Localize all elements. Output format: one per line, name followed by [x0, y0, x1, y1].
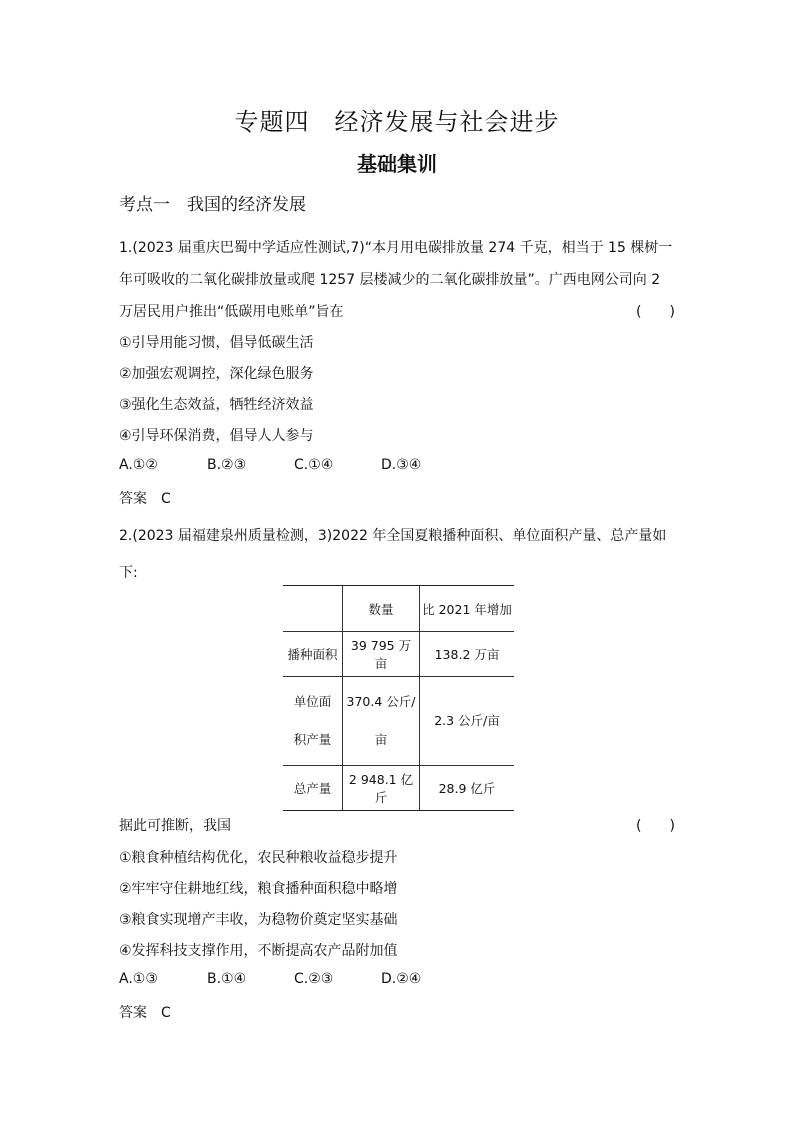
- q2-answer-blank: ( ): [636, 818, 675, 834]
- q1-option-c: C.①④: [294, 457, 334, 473]
- table-row-label: [283, 677, 343, 766]
- q2-item-3: ③粮食实现增产丰收，为稳物价奠定坚实基础: [119, 912, 398, 928]
- q2-stem-line1: 2.(2023 届福建泉州质量检测，3)2022 年全国夏粮播种面积、单位面积产量、总产量如: [119, 528, 667, 544]
- q1-stem-line3: 万居民用户推出“低碳用电账单”旨在: [119, 304, 344, 320]
- q1-item-3: ③强化生态效益，牺牲经济效益: [119, 397, 314, 413]
- page-subtitle: 基础集训: [357, 152, 437, 176]
- table-row: [283, 766, 514, 811]
- table-header-row: [283, 586, 514, 632]
- table-cell: 138.2 万亩: [420, 632, 515, 677]
- table-cell: 39 795 万亩: [343, 632, 420, 677]
- q1-option-a: A.①②: [119, 457, 158, 473]
- table-cell: 370.4 公斤/亩: [343, 677, 420, 766]
- q2-option-a: A.①③: [119, 971, 158, 987]
- table-row-label: 总产量: [283, 766, 343, 811]
- q2-option-d: D.②④: [381, 971, 422, 987]
- q2-item-4: ④发挥科技支撑作用，不断提高农产品附加值: [119, 943, 398, 959]
- page-title: 专题四 经济发展与社会进步: [234, 108, 560, 136]
- q1-option-d: D.③④: [381, 457, 422, 473]
- q1-item-4: ④引导环保消费，倡导人人参与: [119, 428, 314, 444]
- table-header-cell: 比 2021 年增加: [420, 586, 515, 632]
- section-heading: 考点一 我国的经济发展: [119, 195, 306, 215]
- table-row: [283, 677, 514, 766]
- q1-stem-line1: 1.(2023 届重庆巴蜀中学适应性测试,7)“本月用电碳排放量 274 千克，相当于 15 棵树一: [119, 240, 673, 256]
- q2-option-b: B.①④: [207, 971, 247, 987]
- q2-item-2: ②牢牢守住耕地红线，粮食播种面积稳中略增: [119, 881, 398, 897]
- q2-question: 据此可推断，我国: [119, 818, 231, 834]
- q1-item-2: ②加强宏观调控，深化绿色服务: [119, 366, 314, 382]
- table-row: [283, 632, 514, 677]
- table-cell: 28.9 亿斤: [420, 766, 515, 811]
- q1-item-1: ①引导用能习惯，倡导低碳生活: [119, 335, 314, 351]
- q2-answer: 答案 C: [119, 1005, 171, 1021]
- grain-data-table: [283, 585, 514, 811]
- table-header-cell: [283, 586, 343, 632]
- q2-item-1: ①粮食种植结构优化，农民种粮收益稳步提升: [119, 850, 398, 866]
- table-cell: 2 948.1 亿斤: [343, 766, 420, 811]
- table-row-label-line2: 积产量: [293, 732, 332, 747]
- q1-stem-line2: 年可吸收的二氧化碳排放量或爬 1257 层楼减少的二氧化碳排放量”。广西电网公司向 2: [119, 272, 661, 288]
- q1-option-b: B.②③: [207, 457, 247, 473]
- q1-answer-blank: ( ): [636, 304, 675, 320]
- table-cell: 2.3 公斤/亩: [420, 677, 515, 766]
- q2-stem-line2: 下:: [119, 565, 138, 581]
- q2-option-c: C.②③: [294, 971, 334, 987]
- q1-answer: 答案 C: [119, 491, 171, 507]
- table-row-label-line1: 单位面: [293, 694, 332, 709]
- table-header-cell: 数量: [343, 586, 420, 632]
- table-row-label: 播种面积: [283, 632, 343, 677]
